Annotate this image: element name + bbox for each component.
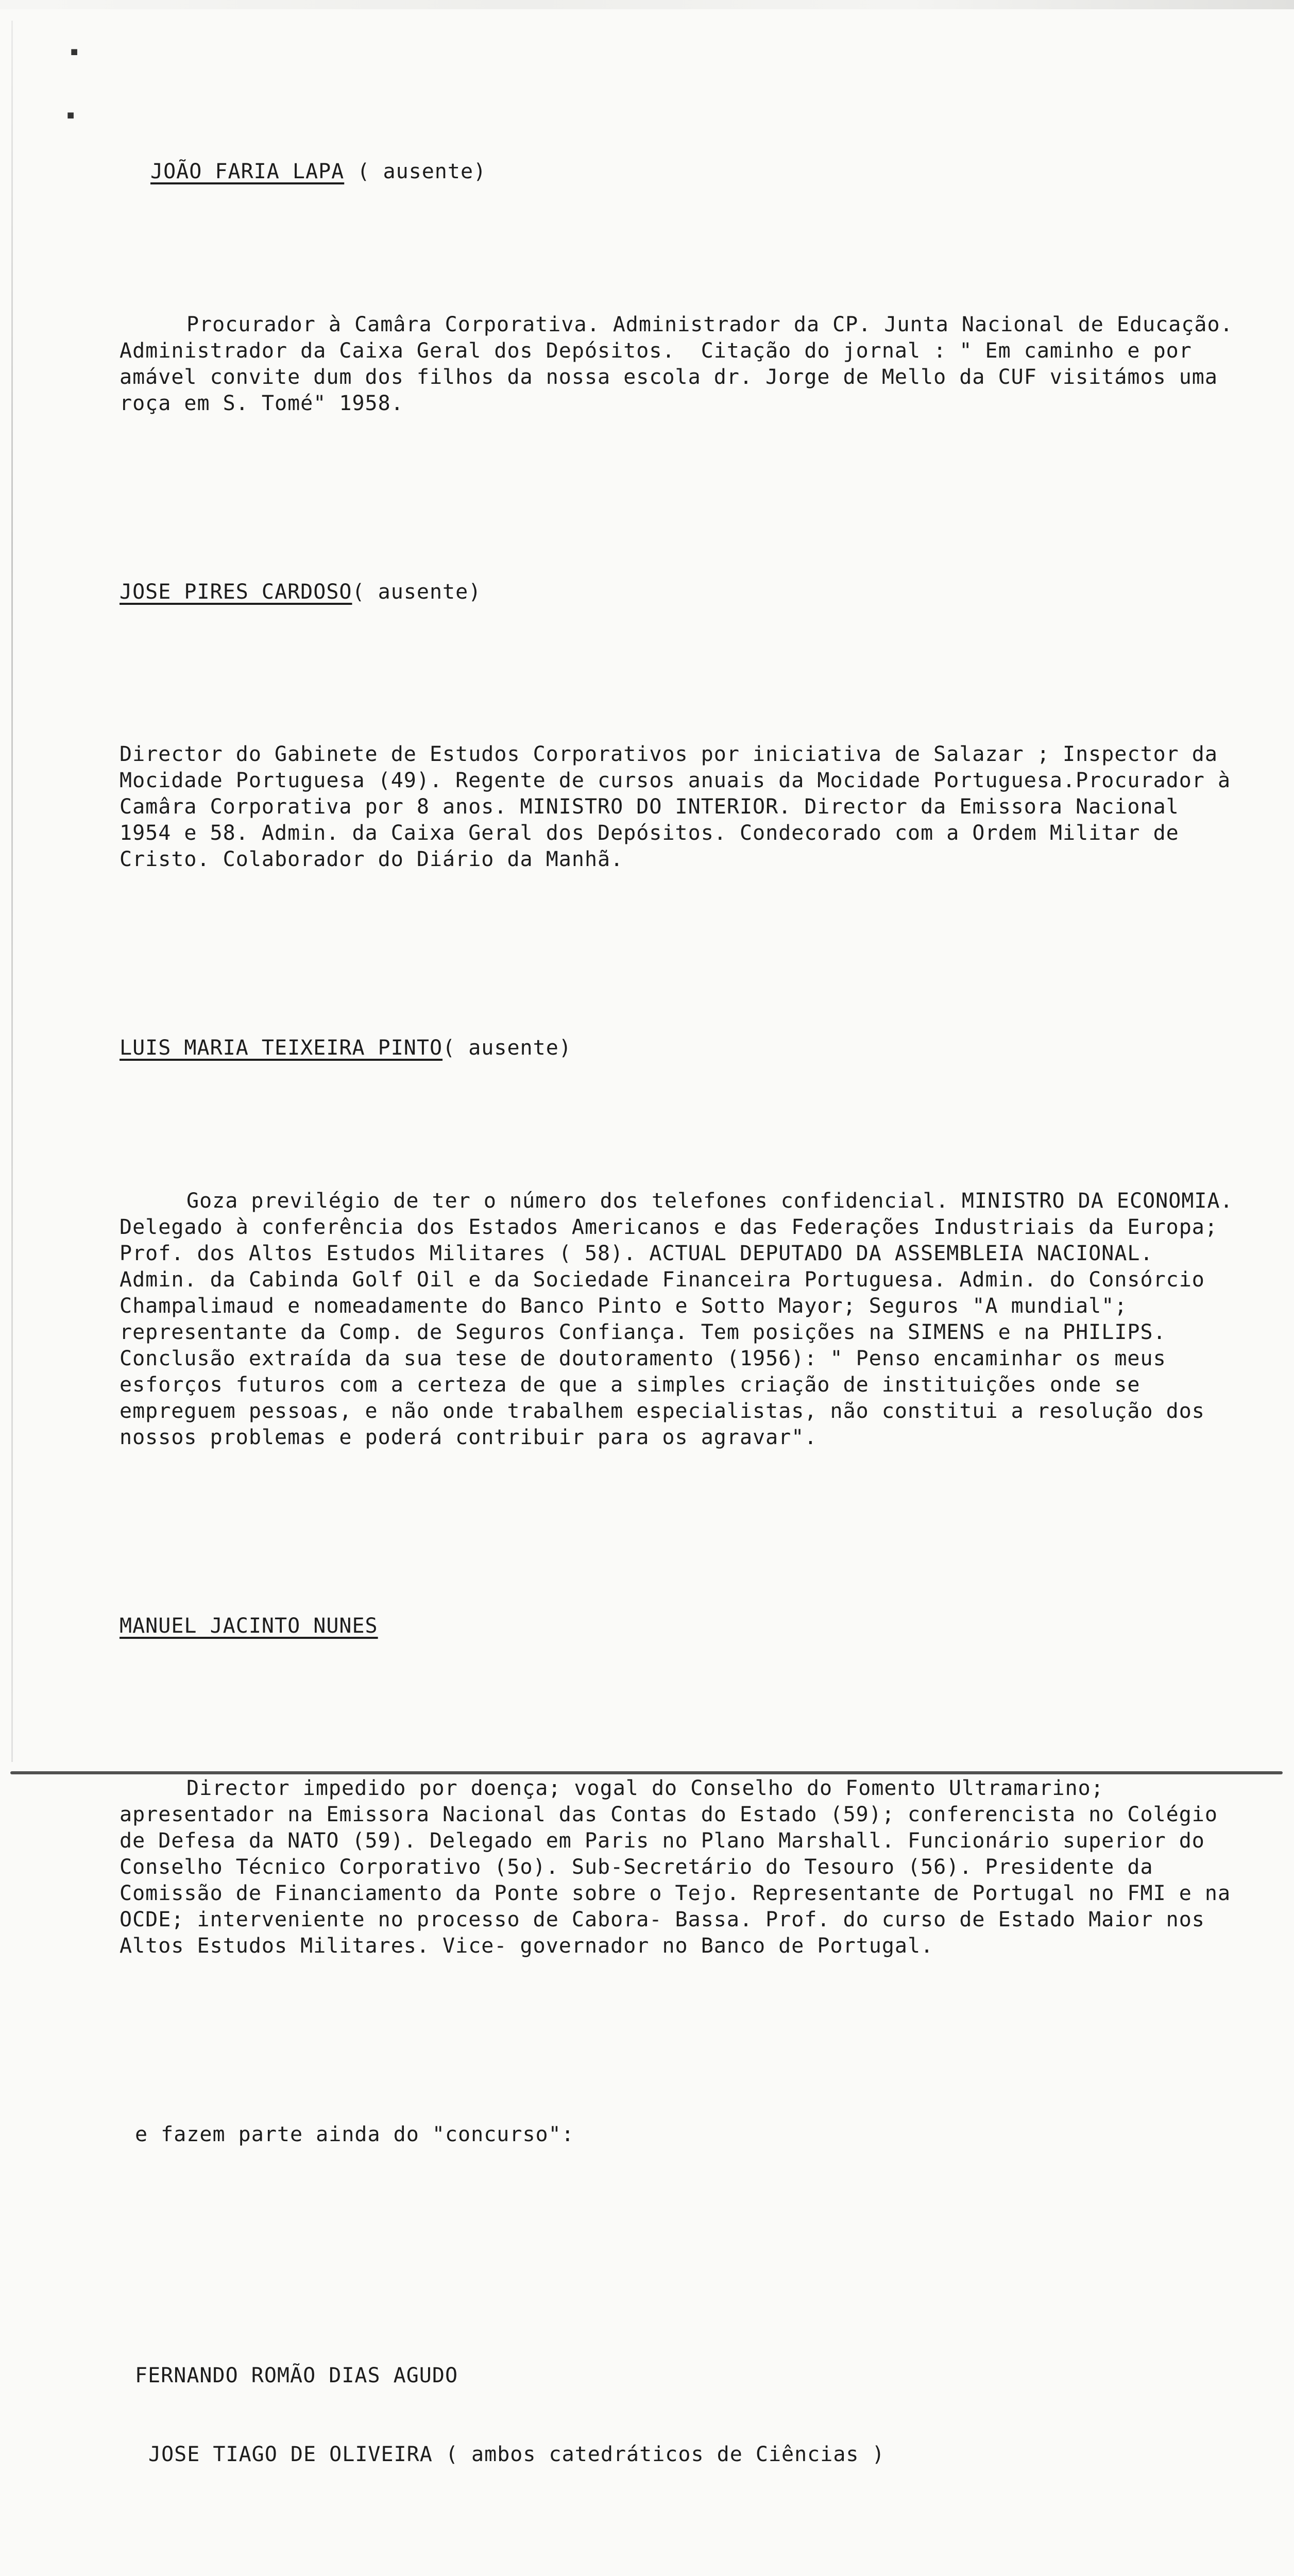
scan-mark: ▪ bbox=[66, 106, 76, 124]
person-name: LUIS MARIA TEIXEIRA PINTO bbox=[120, 1036, 443, 1060]
scan-edge-top bbox=[0, 0, 1294, 9]
entry-body: Procurador à Camâra Corporativa. Administrador da CP. Junta Nacional de Educação. Administrador da Caixa Geral dos Depósitos. Citação do jornal : " Em caminho e por amável convite dum dos filhos da nossa escola dr. Jorge de Mello da CUF visitámos uma roça em S. Tomé" 1958. bbox=[120, 313, 1246, 415]
spacer bbox=[120, 925, 1242, 956]
spacer bbox=[120, 1692, 1242, 1723]
person-status: ( ausente) bbox=[352, 580, 482, 604]
scan-edge-left bbox=[11, 21, 13, 1762]
entry-body: Goza previlégio de ter o número dos telefones confidencial. MINISTRO DA ECONOMIA. Delegado à conferência dos Estados Americanos e das Federações Industriais da Europa; Prof. dos Altos Estudos Militares ( 58). ACTUAL DEPUTADO DA ASSEMBLEIA NACIONAL. Admin. da Cabinda Golf Oil e da Sociedade Financeira Portuguesa. Admin. do Consórcio Champalimaud e nomeadamente do Banco Pinto e Sotto Mayor; Seguros "A mundial"; representante da Comp. de Seguros Confiança. Tem posições na SIMENS e na PHILIPS. Conclusão extraída da sua tese de doutoramento (1956): " Penso encaminhar os meus esforços futuros com a certeza de que a simples criação de instituições onde se empreguem pessoas, e não onde trabalhem especialistas, não constitui a resolução dos nossos problemas e poderá contribuir para os agravar". bbox=[120, 1189, 1246, 1449]
entry-heading bbox=[120, 579, 1242, 605]
spacer bbox=[120, 1503, 1242, 1534]
person-name: JOÃO FARIA LAPA bbox=[150, 160, 345, 183]
person-status: ( ausente) bbox=[344, 160, 487, 183]
member-line: FERNANDO ROMÃO DIAS AGUDO bbox=[135, 2364, 458, 2387]
spacer bbox=[120, 1114, 1242, 1136]
entry-heading bbox=[120, 1613, 1242, 1639]
person-name: MANUEL JACINTO NUNES bbox=[120, 1614, 378, 1638]
document-text bbox=[120, 80, 1246, 2576]
spacer bbox=[120, 238, 1242, 259]
spacer bbox=[120, 2012, 1242, 2043]
entry-heading bbox=[120, 159, 1242, 185]
person-name: JOSE PIRES CARDOSO bbox=[120, 580, 352, 604]
person-status: ( ausente) bbox=[442, 1036, 572, 1060]
entry-body: Director impedido por doença; vogal do Conselho do Fomento Ultramarino; apresentador na Emissora Nacional das Contas do Estado (59); conferencista no Colégio de Defesa da NATO (59). Delegado em Paris no Plano Marshall. Funcionário superior do Conselho Técnico Corporativo (5o). Sub-Secretário do Tesouro (56). Presidente da Comissão de Financiamento da Ponte sobre o Tejo. Representante de Portugal no FMI e na OCDE; interveniente no processo de Cabora- Bassa. Prof. do curso de Estado Maior nos Altos Estudos Militares. Vice- governador no Banco de Portugal. bbox=[120, 1776, 1244, 1958]
scan-mark: ▪ bbox=[70, 42, 79, 60]
concurso-intro: e fazem parte ainda do "concurso": bbox=[135, 2123, 574, 2146]
entry-body: Director do Gabinete de Estudos Corporativos por iniciativa de Salazar ; Inspector da Mocidade Portuguesa (49). Regente de cursos anuais da Mocidade Portuguesa.Procurador à Camâra Corporativa por 8 anos. MINISTRO DO INTERIOR. Director da Emissora Nacional 1954 e 58. Admin. da Caixa Geral dos Depósitos. Condecorado com a Ordem Militar de Cristo. Colaborador do Diário da Manhã. bbox=[120, 742, 1244, 871]
spacer bbox=[120, 2200, 1242, 2231]
member-line: JOSE TIAGO DE OLIVEIRA ( ambos catedráticos de Ciências ) bbox=[148, 2443, 885, 2466]
entry-heading bbox=[120, 1035, 1242, 1061]
spacer bbox=[120, 658, 1242, 689]
spacer bbox=[120, 469, 1242, 500]
spacer bbox=[135, 2520, 1242, 2542]
concurso-members bbox=[120, 2310, 1242, 2576]
